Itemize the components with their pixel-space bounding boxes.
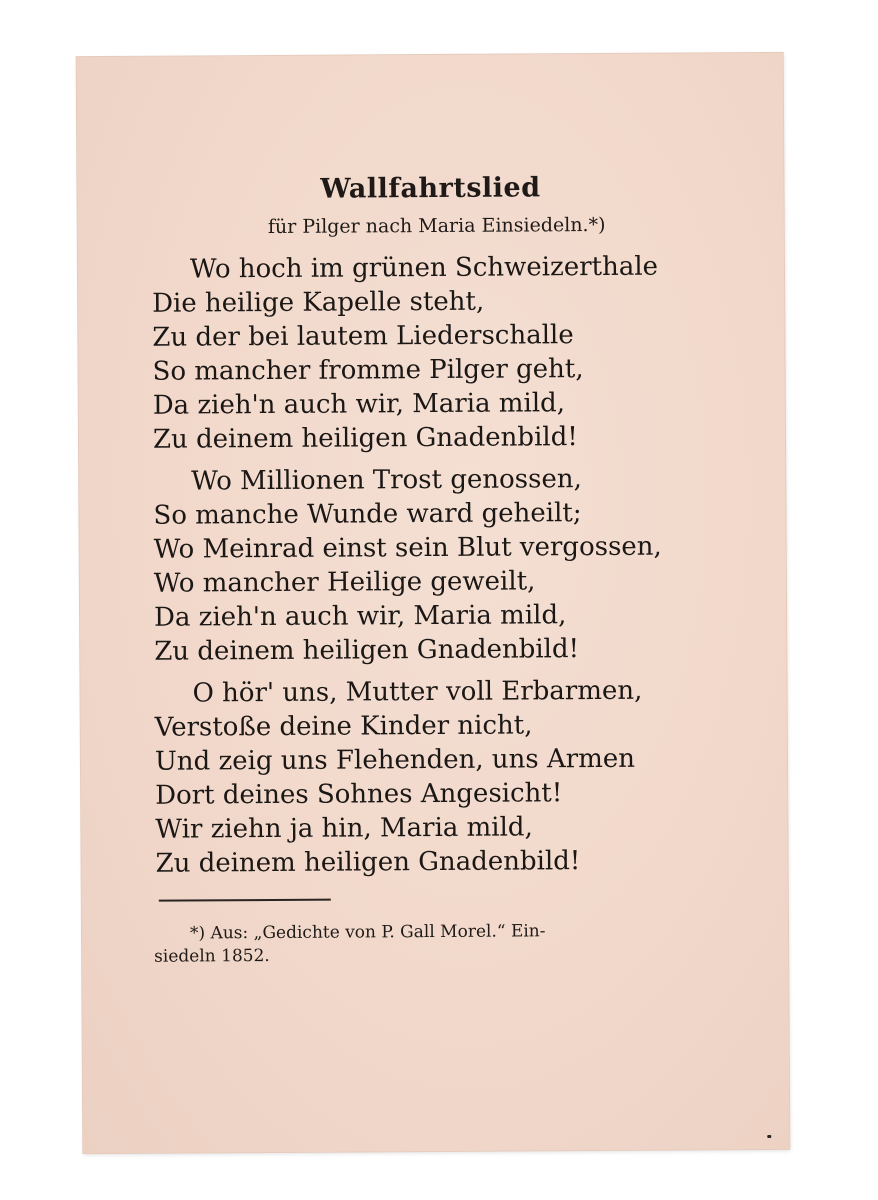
stanza-1	[152, 249, 753, 457]
poem-line: Da zieh'n auch wir, Maria mild,	[152, 388, 566, 421]
footnote	[154, 919, 724, 968]
poem-line: Zu deinem heiligen Gnadenbild!	[152, 422, 578, 455]
song-title: Wallfahrtslied	[320, 172, 541, 205]
poem-line: Dort deines Sohnes Angesicht!	[155, 778, 563, 811]
poem-line: Verstoße deine Kinder nicht,	[154, 710, 533, 743]
poem-line: Wo Meinrad einst sein Blut vergossen,	[153, 531, 662, 565]
poem-line: Wir ziehn ja hin, Maria mild,	[155, 812, 533, 845]
ink-speck	[767, 1135, 771, 1138]
poem-line: Wo Millionen Trost genossen,	[191, 464, 582, 497]
poem-line: O hör' uns, Mutter voll Erbarmen,	[192, 675, 643, 709]
poem-line: Zu deinem heiligen Gnadenbild!	[154, 634, 580, 667]
poem-line: Wo hoch im grünen Schweizerthale	[189, 251, 659, 285]
poem-line: Zu deinem heiligen Gnadenbild!	[155, 846, 581, 879]
poem	[152, 249, 756, 889]
poem-line: Zu der bei lautem Liederschalle	[152, 320, 574, 353]
stanza-3	[154, 673, 755, 881]
footnote-line: siedeln 1852.	[154, 946, 270, 967]
poem-line: So mancher fromme Pilger geht,	[152, 354, 584, 387]
poem-line: Und zeig uns Flehenden, uns Armen	[154, 743, 636, 777]
poem-line: So manche Wunde ward geheilt;	[153, 498, 582, 531]
pilgrimage-song-card	[77, 53, 790, 1153]
stanza-2	[153, 461, 754, 669]
poem-line: Die heilige Kapelle steht,	[152, 286, 485, 319]
poem-line: Da zieh'n auch wir, Maria mild,	[153, 600, 567, 633]
footnote-line: *) Aus: „Gedichte von P. Gall Morel.“ Ein-	[189, 921, 546, 944]
poem-line: Wo mancher Heilige geweilt,	[153, 566, 536, 599]
song-subtitle: für Pilger nach Maria Einsiedeln.*)	[267, 213, 606, 239]
footnote-divider	[159, 899, 331, 902]
